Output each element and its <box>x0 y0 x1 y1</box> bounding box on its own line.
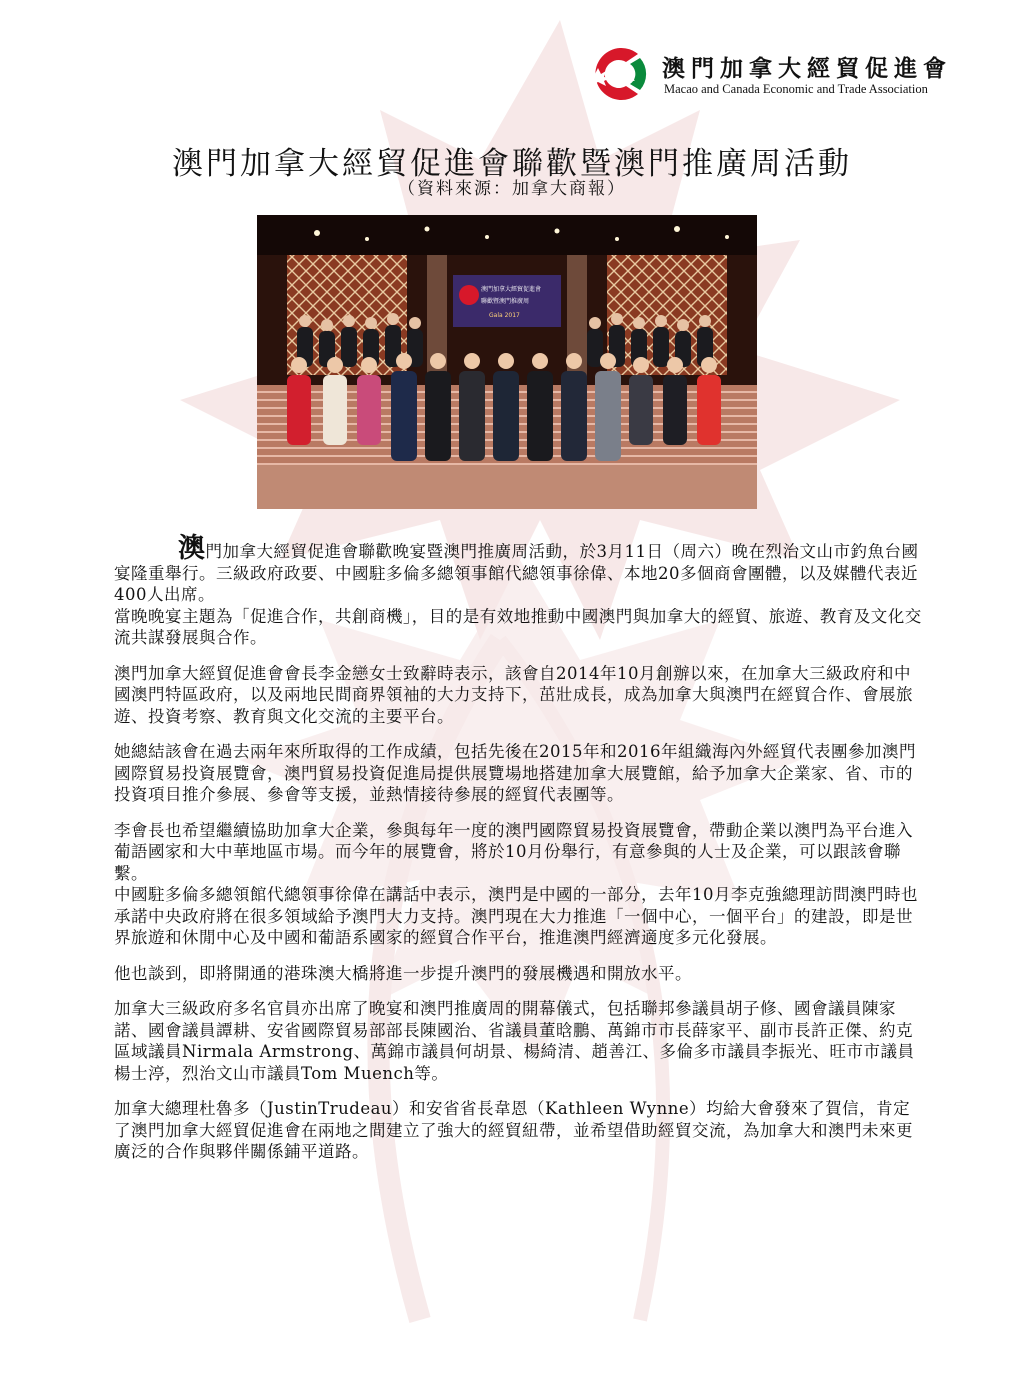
article-paragraph-5: 李會長也希望繼續協助加拿大企業，參與每年一度的澳門國際貿易投資展覽會，帶動企業以澳門為平台進入葡語國家和大中華地區市場。而今年的展覽會，將於10月份舉行，有意參與的人士及企業，可以跟該會聯繫。 <box>114 820 913 883</box>
group-photo-illustration <box>257 215 757 509</box>
article-paragraph-6: 中國駐多倫多總領館代總領事徐偉在講話中表示，澳門是中國的一部分，去年10月李克強總理訪問澳門時也承諾中央政府將在很多領域給予澳門大力支持。澳門現在大力推進「一個中心，一個平台」的建設，即是世界旅遊和休閒中心及中國和葡語系國家的經貿合作平台，推進澳門經濟適度多元化發展。 <box>114 885 918 947</box>
banner-line-3: Gala 2017 <box>489 312 520 319</box>
association-logo <box>580 44 980 104</box>
article-paragraph-1-text: 門加拿大經貿促進會聯歡晚宴暨澳門推廣周活動，於3月11日（周六）晚在烈治文山市釣魚台國宴隆重舉行。三級政府政要、中國駐多倫多總領事館代總領事徐偉、本地20多個商會團體，以及媒體代表近400人出席。 <box>114 542 919 604</box>
logo-acronym: MCETA <box>610 75 635 83</box>
banner-line-2: 聯歡暨澳門推廣周 <box>481 298 530 305</box>
page-title: 澳門加拿大經貿促進會聯歡暨澳門推廣周活動 <box>172 146 852 182</box>
org-name-english: Macao and Canada Economic and Trade Association <box>664 82 928 96</box>
banner-line-1: 澳門加拿大經貿促進會 <box>481 286 542 293</box>
article-paragraph-4: 她總結該會在過去兩年來所取得的工作成績，包括先後在2015年和2016年組織海內外經貿代表團參加澳門國際貿易投資展覽會，澳門貿易投資促進局提供展覽場地搭建加拿大展覽館，給予加拿大企業家、省、市的投資項目推介參展、參會等支援，並熱情接待參展的經貿代表團等。 <box>114 742 916 804</box>
article-paragraph-8: 加拿大三級政府多名官員亦出席了晚宴和澳門推廣周的開幕儀式，包括聯邦參議員胡子修、國會議員陳家諾、國會議員譚耕、安省國際貿易部部長陳國治、省議員董晗鵬、萬錦市市長薛家平、副市長許正傑、約克區域議員Nirmala Armstrong、萬錦市議員何胡景、楊綺清、趙善江、多倫多市議員李振光、旺市市議員楊士渟，烈治文山市議員Tom Muench等。 <box>114 999 915 1083</box>
article-paragraph-2: 當晚晚宴主題為「促進合作，共創商機」，目的是有效地推動中國澳門與加拿大的經貿、旅遊、教育及文化交流共謀發展與合作。 <box>114 606 922 647</box>
article-paragraph-9: 加拿大總理杜魯多（JustinTrudeau）和安省省長韋恩（Kathleen Wynne）均給大會發來了賀信，肯定了澳門加拿大經貿促進會在兩地之間建立了強大的經貿紐帶，並希望借助經貿交流，為加拿大和澳門未來更廣泛的合作與夥伴關係鋪平道路。 <box>114 1099 913 1161</box>
article-paragraph-3: 澳門加拿大經貿促進會會長李金戀女士致辭時表示，該會自2014年10月創辦以來，在加拿大三級政府和中國澳門特區政府，以及兩地民間商界領袖的大力支持下，茁壯成長，成為加拿大與澳門在經貿合作、會展旅遊、投資考察、教育與文化交流的主要平台。 <box>114 663 913 726</box>
dropcap: 澳 <box>178 533 206 564</box>
source-note: （資料來源：加拿大商報） <box>398 179 626 199</box>
article-paragraph-7: 他也談到，即將開通的港珠澳大橋將進一步提升澳門的發展機遇和開放水平。 <box>114 963 692 983</box>
association-emblem-icon <box>580 44 652 104</box>
article-body <box>114 533 924 1177</box>
org-name-chinese: 澳門加拿大經貿促進會 <box>662 56 952 82</box>
event-group-photo <box>257 215 757 509</box>
article-paragraph-1 <box>114 533 924 606</box>
